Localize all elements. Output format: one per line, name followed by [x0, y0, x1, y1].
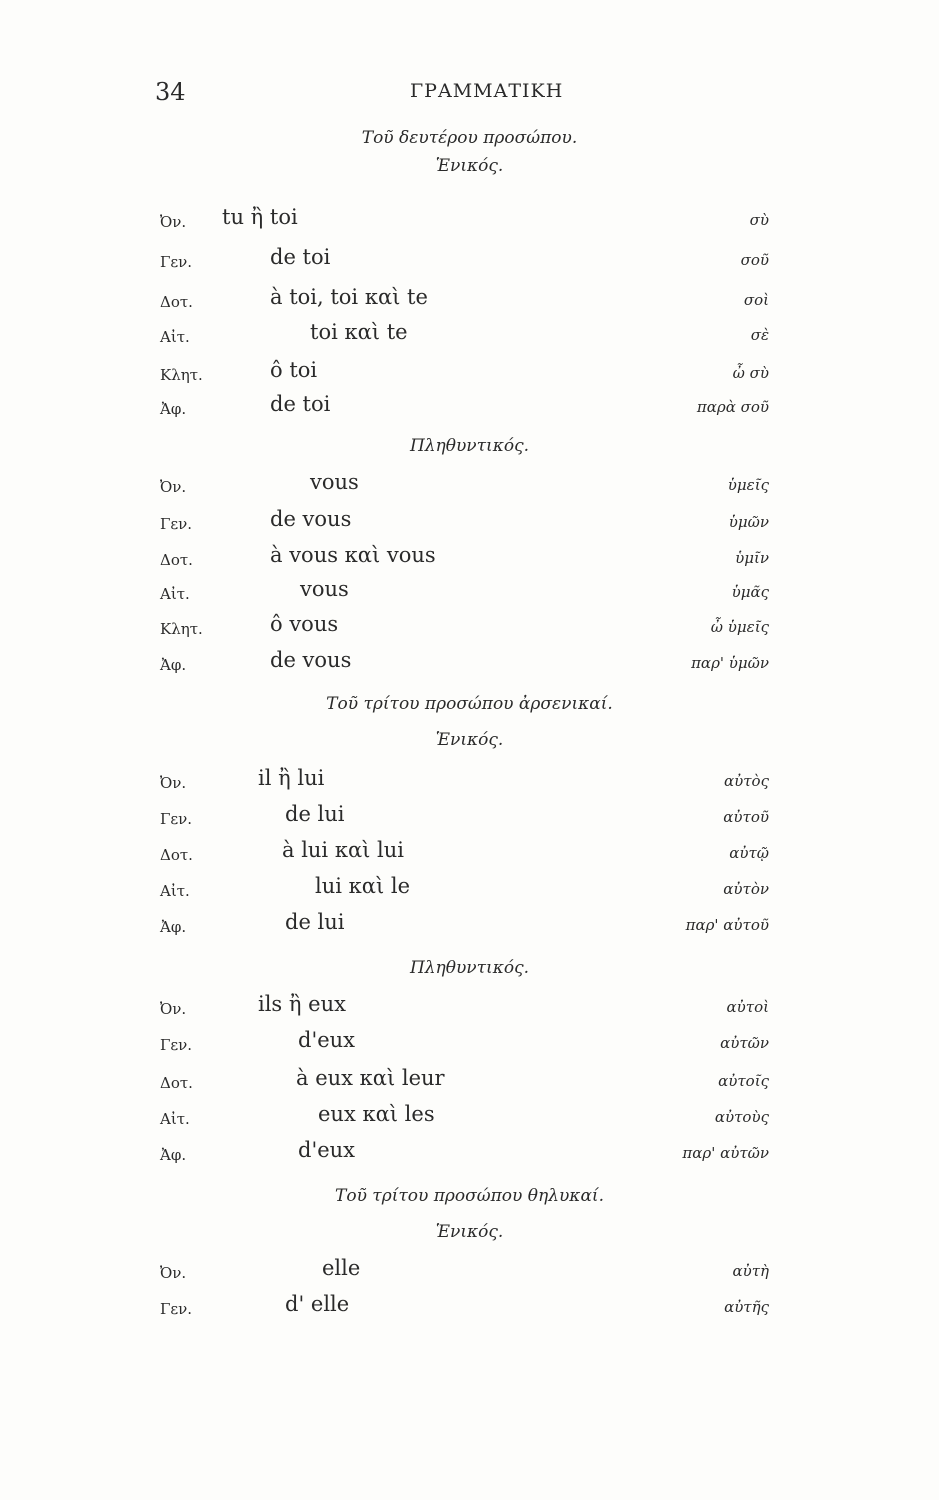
- paradigm-row: [0, 1256, 939, 1288]
- case-label: Ὀν.: [160, 774, 187, 792]
- french-form: tu ἢ toi: [222, 205, 298, 229]
- section-subtitle: Ἑνικός.: [435, 730, 504, 750]
- greek-form: αὐτὸν: [723, 880, 769, 898]
- case-label: Γεν.: [160, 515, 193, 533]
- case-label: Αἰτ.: [160, 328, 190, 346]
- paradigm-row: [0, 1138, 939, 1170]
- french-form: de lui: [285, 802, 345, 826]
- case-label: Δοτ.: [160, 551, 193, 569]
- page-number: 34: [155, 78, 186, 106]
- greek-form: αὐτῆς: [724, 1298, 769, 1316]
- paradigm-row: [0, 1066, 939, 1098]
- case-label: Ἀφ.: [160, 1146, 187, 1164]
- paradigm-row: [0, 543, 939, 575]
- greek-form: αὐτοῦ: [723, 808, 769, 826]
- greek-form: παρὰ σοῦ: [696, 398, 769, 416]
- french-form: il ἢ lui: [258, 766, 325, 790]
- case-label: Αἰτ.: [160, 882, 190, 900]
- case-label: Κλητ.: [160, 366, 203, 384]
- french-form: à lui καὶ lui: [282, 838, 405, 862]
- greek-form: ὦ ὑμεῖς: [710, 618, 769, 636]
- case-label: Ἀφ.: [160, 918, 187, 936]
- french-form: ils ἢ eux: [258, 992, 346, 1016]
- case-label: Γεν.: [160, 1036, 193, 1054]
- paradigm-row: [0, 577, 939, 609]
- greek-form: παρ' αὐτῶν: [682, 1144, 769, 1162]
- french-form: eux καὶ les: [318, 1102, 435, 1126]
- section-title: Τοῦ δευτέρου προσώπου.: [361, 128, 578, 148]
- greek-form: παρ' αὐτοῦ: [685, 916, 769, 934]
- greek-form: ὦ σὺ: [732, 364, 769, 382]
- paradigm-row: [0, 245, 939, 277]
- paradigm-row: [0, 910, 939, 942]
- section-subtitle: Πληθυντικός.: [409, 436, 530, 456]
- case-label: Δοτ.: [160, 293, 193, 311]
- section-title: Τοῦ τρίτου προσώπου θηλυκαί.: [335, 1186, 604, 1206]
- french-form: de toi: [270, 392, 331, 416]
- case-label: Γεν.: [160, 253, 193, 271]
- paradigm-row: [0, 285, 939, 317]
- french-form: d' elle: [285, 1292, 350, 1316]
- paradigm-row: [0, 802, 939, 834]
- greek-form: ὑμῖν: [735, 549, 769, 567]
- french-form: de vous: [270, 507, 352, 531]
- case-label: Δοτ.: [160, 1074, 193, 1092]
- french-form: de lui: [285, 910, 345, 934]
- case-label: Ἀφ.: [160, 656, 187, 674]
- greek-form: σοῦ: [740, 251, 769, 269]
- greek-form: αὐτῷ: [729, 844, 769, 862]
- french-form: d'eux: [298, 1138, 356, 1162]
- paradigm-row: [0, 838, 939, 870]
- french-form: ô vous: [270, 612, 339, 636]
- french-form: vous: [310, 470, 359, 494]
- paradigm-row: [0, 470, 939, 502]
- paradigm-row: [0, 1102, 939, 1134]
- case-label: Αἰτ.: [160, 1110, 190, 1128]
- case-label: Ὀν.: [160, 1264, 187, 1282]
- french-form: à vous καὶ vous: [270, 543, 436, 567]
- french-form: toi καὶ te: [310, 320, 408, 344]
- paradigm-row: [0, 1028, 939, 1060]
- paradigm-row: [0, 612, 939, 644]
- greek-form: αὐτῶν: [720, 1034, 769, 1052]
- greek-form: αὐτὴ: [732, 1262, 769, 1280]
- case-label: Αἰτ.: [160, 585, 190, 603]
- french-form: d'eux: [298, 1028, 356, 1052]
- french-form: à toi, toi καὶ te: [270, 285, 428, 309]
- case-label: Γεν.: [160, 810, 193, 828]
- greek-form: παρ' ὑμῶν: [691, 654, 769, 672]
- french-form: de vous: [270, 648, 352, 672]
- paradigm-row: [0, 392, 939, 424]
- french-form: ô toi: [270, 358, 318, 382]
- greek-form: σοὶ: [743, 291, 769, 309]
- greek-form: σὺ: [749, 211, 769, 229]
- case-label: Ὀν.: [160, 1000, 187, 1018]
- greek-form: ὑμῶν: [728, 513, 769, 531]
- greek-form: ὑμεῖς: [727, 476, 769, 494]
- paradigm-row: [0, 358, 939, 390]
- case-label: Ὀν.: [160, 213, 187, 231]
- greek-form: αὐτὸς: [724, 772, 769, 790]
- french-form: à eux καὶ leur: [296, 1066, 445, 1090]
- case-label: Ἀφ.: [160, 400, 187, 418]
- french-form: vous: [300, 577, 349, 601]
- case-label: Γεν.: [160, 1300, 193, 1318]
- section-subtitle: Πληθυντικός.: [409, 958, 530, 978]
- greek-form: σὲ: [750, 326, 769, 344]
- paradigm-row: [0, 766, 939, 798]
- paradigm-row: [0, 648, 939, 680]
- running-head: [155, 78, 764, 108]
- greek-form: αὐτοῖς: [718, 1072, 769, 1090]
- paradigm-row: [0, 507, 939, 539]
- section-title: Τοῦ τρίτου προσώπου ἀρσενικαί.: [326, 694, 613, 714]
- section-subtitle: Ἑνικός.: [435, 156, 504, 176]
- paradigm-row: [0, 992, 939, 1024]
- section-subtitle: Ἑνικός.: [435, 1222, 504, 1242]
- greek-form: αὐτοὶ: [726, 998, 769, 1016]
- french-form: lui καὶ le: [315, 874, 410, 898]
- case-label: Κλητ.: [160, 620, 203, 638]
- running-title: ΓΡΑΜΜΑΤΙΚΗ: [410, 80, 564, 102]
- paradigm-row: [0, 320, 939, 352]
- french-form: elle: [322, 1256, 361, 1280]
- greek-form: αὐτοὺς: [714, 1108, 769, 1126]
- paradigm-row: [0, 1292, 939, 1324]
- case-label: Δοτ.: [160, 846, 193, 864]
- paradigm-row: [0, 874, 939, 906]
- greek-form: ὑμᾶς: [731, 583, 769, 601]
- paradigm-row: [0, 205, 939, 237]
- french-form: de toi: [270, 245, 331, 269]
- case-label: Ὀν.: [160, 478, 187, 496]
